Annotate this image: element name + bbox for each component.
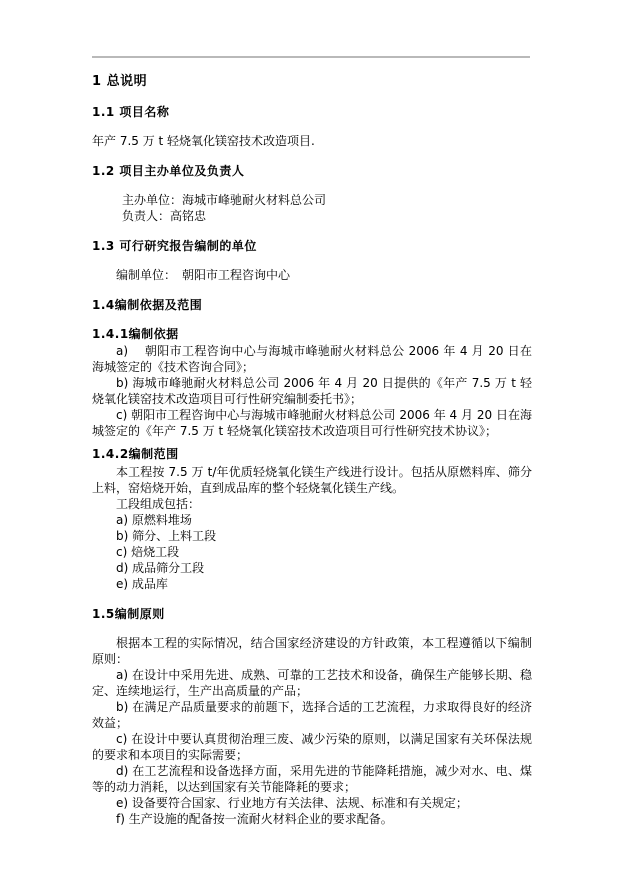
principle-item-d: d) 在工艺流程和设备选择方面，采用先进的节能降耗措施，减少对水、电、煤等的动力消耗，以达到国家有关节能降耗的要求；	[92, 764, 532, 794]
heading-compilation-principles: 1.5编制原则	[92, 607, 165, 621]
basis-item-c: c) 朝阳市工程咨询中心与海城市峰驰耐火材料总公司 2006 年 4 月 20 日在海城签定的《年产 7.5 万 t 轻烧氧化镁窑技术改造项目可行性研究技术协议》；	[92, 408, 532, 438]
basis-item-b: b) 海城市峰驰耐火材料总公司 2006 年 4 月 20 日提供的《年产 7.5 万 t 轻烧氧化镁窑技术改造项目可行性研究编制委托书》；	[92, 376, 532, 406]
heading-compilation-scope: 1.4.2编制范围	[92, 447, 179, 461]
heading-basis-and-scope: 1.4编制依据及范围	[92, 298, 203, 312]
principle-item-c: c) 在设计中要认真贯彻治理三废、减少污染的原则，以满足国家有关环保法规的要求和本项目的实际需要；	[92, 732, 532, 762]
heading-general-description: 1 总说明	[92, 74, 148, 89]
header-rule	[92, 56, 530, 58]
principle-item-b: b) 在满足产品质量要求的前题下，选择合适的工艺流程，力求取得良好的经济效益；	[92, 700, 532, 730]
principles-intro: 根据本工程的实际情况，结合国家经济建设的方针政策，本工程遵循以下编制原则：	[92, 636, 532, 666]
stage-item-c: c) 焙烧工段	[116, 545, 180, 559]
stage-item-b: b) 筛分、上料工段	[116, 529, 217, 543]
stage-item-e: e) 成品库	[116, 577, 168, 591]
stage-item-d: d) 成品筛分工段	[116, 561, 205, 575]
basis-item-a: a) 朝阳市工程咨询中心与海城市峰驰耐火材料总公 2006 年 4 月 20 日在海城签定的《技术咨询合同》；	[92, 344, 532, 374]
sponsor-line: 主办单位：海城市峰驰耐火材料总公司	[122, 193, 327, 207]
project-name-text: 年产 7.5 万 t 轻烧氧化镁窑技术改造项目.	[92, 134, 315, 148]
stage-item-a: a) 原燃料堆场	[116, 513, 192, 527]
leader-line: 负责人：高铭忠	[122, 209, 207, 223]
principle-item-e: e) 设备要符合国家、行业地方有关法律、法规、标准和有关规定；	[116, 796, 468, 810]
principle-item-a: a) 在设计中采用先进、成熟、可靠的工艺技术和设备，确保生产能够长期、稳定、连续地运行，生产出高质量的产品；	[92, 668, 532, 698]
stages-lead-in: 工段组成包括：	[116, 497, 201, 511]
compiling-unit-line: 编制单位： 朝阳市工程咨询中心	[116, 268, 291, 282]
document-body	[92, 74, 532, 827]
heading-project-name: 1.1 项目名称	[92, 105, 170, 119]
principle-item-f: f) 生产设施的配备按一流耐火材料企业的要求配备。	[116, 812, 393, 826]
heading-compilation-basis: 1.4.1编制依据	[92, 327, 179, 341]
heading-sponsor-and-leader: 1.2 项目主办单位及负责人	[92, 164, 245, 178]
scope-body: 本工程按 7.5 万 t/年优质轻烧氧化镁生产线进行设计。包括从原燃料库、筛分上料，窑焙烧开始，直到成品库的整个轻烧氧化镁生产线。	[92, 465, 532, 495]
heading-compiling-unit: 1.3 可行研究报告编制的单位	[92, 239, 257, 253]
